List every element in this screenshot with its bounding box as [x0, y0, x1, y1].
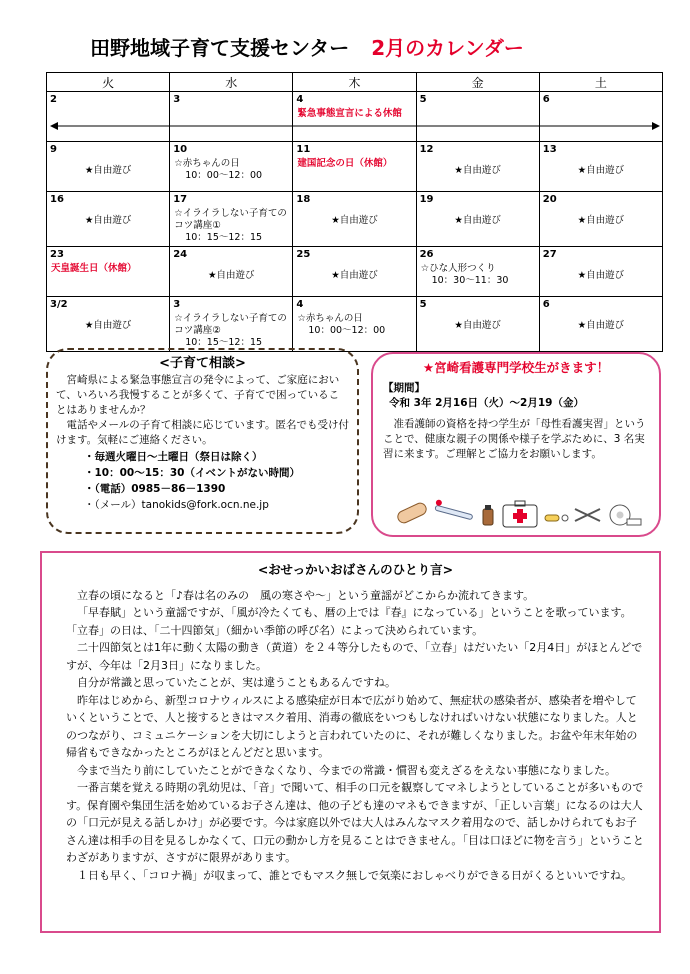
essay-paragraph: 一番言葉を覚える時期の乳幼児は、「音」で聞いて、相手の口元を観察してマネしようとしていることが多いものです。保育園や集団生活を始めているお子さん達は、他の子ども達のマネもできますが、「正しい言葉」になるのは大人の「口元が見える話しかけ」が必要です。今は家庭以外では大人はみんなマスク着用なので、話しかけられてもお子さん達は相手の目を見るしかなくて、口元の動かし方を見ることはできません。「目は口ほどに物を言う」ということわざがありますが、さすがに限界があります。 — [66, 781, 644, 864]
calendar-week-row — [47, 92, 663, 142]
calendar-title: 2月のカレンダー — [371, 36, 524, 60]
first-aid-kit-icon — [503, 501, 537, 527]
day-number: 3 — [173, 299, 181, 310]
calendar-week-row — [47, 297, 663, 352]
weekday-header: 金 — [416, 73, 539, 92]
day-number: 9 — [50, 144, 57, 155]
pill-icon — [545, 515, 568, 521]
thermometer-icon — [435, 499, 473, 520]
day-number: 12 — [419, 144, 434, 155]
calendar-day-cell — [539, 142, 662, 192]
consultation-para: 宮崎県による緊急事態宣言の発令によって、ご家庭において、いろいろ我慢することが多くて、子育てで困っていることはありませんか？ — [56, 374, 340, 416]
essay-box — [40, 551, 661, 933]
calendar-day-cell — [539, 297, 662, 352]
calendar-table — [46, 72, 663, 352]
calendar-week-row — [47, 247, 663, 297]
calendar-day-cell — [170, 142, 293, 192]
essay-paragraph: 昨年はじめから、新型コロナウィルスによる感染症が日本で広がり始めて、無症状の感染者が、感染者を増やしていくということで、人と接するときはマスク着用、消毒の徹底をいつもしなければいけない状態になりました。人とのつながり、コミュニケーションを大切にしようと言われていたのに、それが難しくなりました。お盆や年末年始の帰省もできなかったところがほとんどだと思います。 — [66, 693, 638, 759]
event-label: ★自由遊び — [331, 215, 378, 226]
day-number: 23 — [50, 249, 64, 260]
calendar-day-cell — [170, 297, 293, 352]
center-name: 田野地域子育て支援センター — [90, 36, 350, 60]
calendar-week-row — [47, 192, 663, 247]
event-label: ★自由遊び — [577, 320, 625, 331]
event-label: ★自由遊び — [454, 215, 501, 226]
essay-paragraph: 二十四節気とは1年に動く太陽の動き（黄道）を２４等分したもので、「立春」はだいたい「2月4日」がほとんどですが、今年は「2月3日」になりました。 — [66, 641, 643, 672]
day-number: 16 — [50, 194, 64, 205]
essay-body — [66, 587, 645, 885]
calendar-day-cell — [47, 92, 170, 142]
consultation-box — [46, 348, 359, 534]
event-label: ★自由遊び — [577, 215, 625, 226]
essay-heading: <おせっかいおばさんのひとり言> — [257, 562, 454, 577]
calendar-day-cell — [47, 142, 170, 192]
period-label: 【期間】 — [383, 382, 425, 394]
gauze-roll-icon — [610, 505, 641, 525]
calendar-day-cell — [416, 92, 539, 142]
calendar-day-cell — [416, 297, 539, 352]
day-number: 10 — [173, 144, 188, 155]
day-number: 17 — [173, 194, 188, 205]
calendar-week-row — [47, 142, 663, 192]
day-number: 6 — [542, 299, 550, 310]
calendar-day-cell — [416, 142, 539, 192]
bandage-icon — [396, 501, 428, 525]
calendar-day-cell — [293, 297, 416, 352]
bottle-icon — [483, 505, 493, 525]
calendar-day-cell — [47, 297, 170, 352]
consultation-heading: <子育て相談> — [159, 356, 246, 371]
consultation-item: ・毎週火曜日～土曜日（祭日は除く） — [84, 451, 263, 463]
nursing-body: 准看護師の資格を持つ学生が「母性看護実習」ということで、健康な親子の関係や様子を学ぶために、3 名実習に来ます。ご理解とご協力をお願いします。 — [383, 418, 646, 460]
nursing-heading: ★宮崎看護専門学校生がきます！ — [422, 360, 610, 375]
day-number: 2 — [50, 94, 57, 105]
closure-arrow — [50, 121, 660, 131]
event-label: ★自由遊び — [84, 165, 132, 176]
weekday-header: 水 — [170, 73, 293, 92]
event-label: ★自由遊び — [577, 270, 625, 281]
event-label: ☆ひな人形つくり — [420, 263, 496, 274]
weekday-header-row — [47, 73, 663, 92]
event-time: 10：30～11：30 — [431, 275, 509, 286]
day-number: 26 — [419, 249, 434, 260]
day-number: 20 — [542, 194, 557, 205]
event-label: ☆イライラしない子育ての — [174, 208, 287, 219]
consultation-item: ・（電話）0985－86－1390 — [84, 483, 226, 495]
weekday-header: 土 — [539, 73, 662, 92]
event-label: ★自由遊び — [84, 320, 132, 331]
day-number: 24 — [173, 249, 188, 260]
period-dates: 令和 3年 2月16日（火）～2月19（金） — [389, 397, 584, 409]
calendar-day-cell — [47, 247, 170, 297]
essay-paragraph: 立春の頃になると「♪春は名のみの 風の寒さや～」という童謡がどこからか流れてきます。 — [77, 588, 535, 602]
event-label: 天皇誕生日（休館） — [51, 263, 137, 274]
day-number: 3 — [173, 94, 181, 105]
calendar-day-cell — [539, 92, 662, 142]
event-label: ★自由遊び — [208, 270, 255, 281]
event-label: ★自由遊び — [331, 270, 378, 281]
calendar-day-cell — [170, 192, 293, 247]
event-label: コツ講座① — [174, 220, 221, 231]
day-number: 25 — [296, 249, 311, 260]
day-number: 18 — [296, 194, 311, 205]
essay-paragraph: 自分が常識と思っていたことが、実は違うこともあるんですね。 — [77, 676, 396, 689]
calendar-day-cell — [293, 192, 416, 247]
consultation-list — [56, 449, 349, 513]
event-label: ★自由遊び — [577, 165, 625, 176]
calendar-day-cell — [170, 247, 293, 297]
calendar-day-cell — [47, 192, 170, 247]
day-number: 3/2 — [50, 299, 68, 310]
event-label: ☆イライラしない子育ての — [174, 313, 287, 324]
calendar-day-cell — [293, 247, 416, 297]
day-number: 13 — [542, 144, 557, 155]
weekday-header: 火 — [47, 73, 170, 92]
essay-paragraph: １日も早く、「コロナ禍」が収まって、誰とでもマスク無しで気楽におしゃべりができる日がくるといいですね。 — [77, 868, 633, 882]
event-time: 10：00～12：00 — [308, 325, 386, 336]
event-label: 緊急事態宣言による休館 — [297, 108, 402, 119]
calendar-day-cell — [539, 192, 662, 247]
consultation-para: 電話やメールの子育て相談に応じています。匿名でも受け付けます。気軽にご連絡ください。 — [56, 419, 349, 446]
day-number: 4 — [296, 94, 304, 105]
calendar-day-cell — [293, 92, 416, 142]
nursing-students-box — [371, 352, 661, 537]
event-label: ★自由遊び — [84, 215, 132, 226]
day-number: 4 — [296, 299, 304, 310]
essay-paragraph: 「早春賦」という童謡ですが、「風が冷たくても、暦の上では『春』になっている」ということを歌っています。「立春」の日は、「二十四節気」（細かい季節の呼び名）によって決められています。 — [66, 606, 632, 637]
event-time: 10：00～12：00 — [185, 170, 263, 181]
calendar-day-cell — [416, 192, 539, 247]
event-label: ☆赤ちゃんの日 — [174, 158, 240, 169]
calendar-day-cell — [416, 247, 539, 297]
event-label: コツ講座② — [174, 325, 221, 336]
consultation-item: ・10：00～15：30（イベントがない時間） — [84, 467, 300, 479]
event-time: 10：15～12：15 — [185, 232, 263, 243]
day-number: 11 — [296, 144, 311, 155]
medical-supplies-illustration — [395, 497, 645, 529]
calendar-day-cell — [539, 247, 662, 297]
page-title — [90, 32, 650, 66]
calendar-day-cell — [170, 92, 293, 142]
day-number: 5 — [419, 94, 427, 105]
day-number: 6 — [542, 94, 550, 105]
event-label: ☆赤ちゃんの日 — [297, 313, 363, 324]
event-label: 建国記念の日（休館） — [297, 158, 393, 169]
event-label: ★自由遊び — [454, 320, 501, 331]
day-number: 5 — [419, 299, 427, 310]
day-number: 19 — [419, 194, 434, 205]
scissors-icon — [575, 509, 600, 521]
day-number: 27 — [542, 249, 557, 260]
calendar-day-cell — [293, 142, 416, 192]
event-label: ★自由遊び — [454, 165, 501, 176]
consultation-item: ・（メール）tanokids@fork.ocn.ne.jp — [84, 499, 269, 511]
essay-paragraph: 今まで当たり前にしていたことができなくなり、今までの常識・慣習も変えざるをえない事態になりました。 — [77, 763, 616, 777]
weekday-header: 木 — [293, 73, 416, 92]
event-time: 10：15～12：15 — [185, 337, 263, 348]
